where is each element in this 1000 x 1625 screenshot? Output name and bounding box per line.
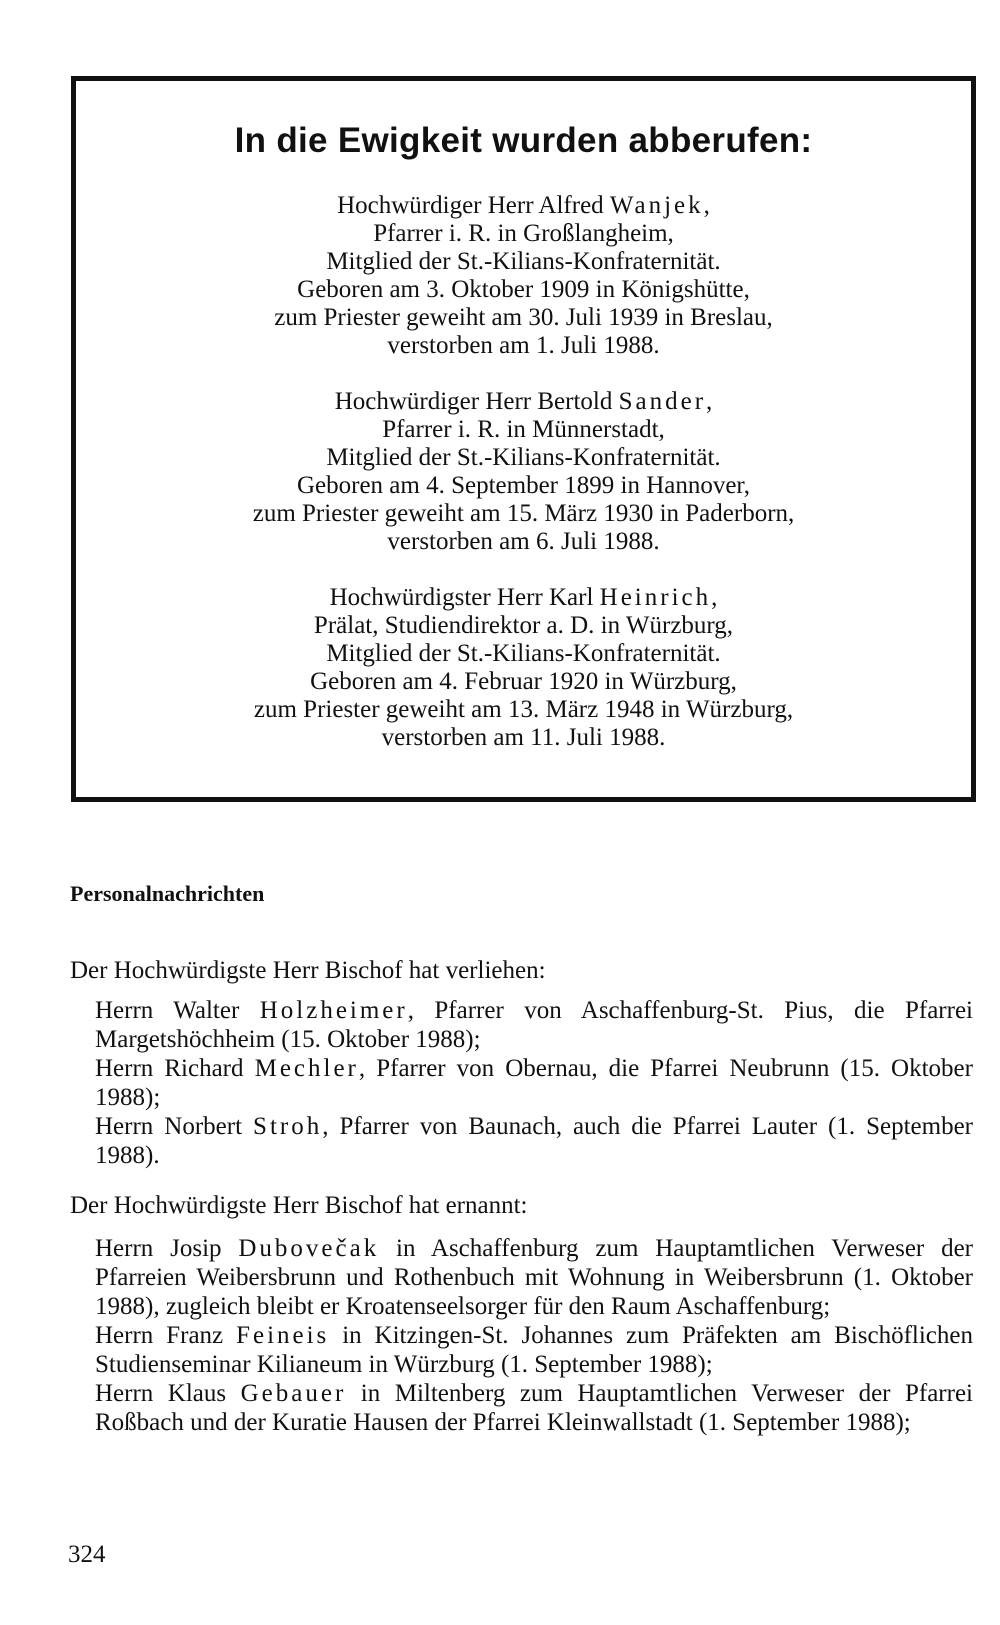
obituary-title-prefix: Hochwürdiger Herr Bertold <box>334 388 613 415</box>
entry-prefix: Herrn Norbert <box>95 1113 243 1140</box>
entry-text: in Miltenberg zum Hauptamtlichen Verweser der Pfarrei Roßbach und der Kuratie Hausen der Pfarrei Kleinwallstadt (1. September 1988); <box>95 1380 974 1436</box>
list-item <box>95 1112 973 1170</box>
obituary-name: Sander <box>618 388 707 415</box>
entry-name: Holzheimer <box>259 997 408 1024</box>
entry-name: Mechler <box>254 1055 359 1082</box>
obituary-line: Mitglied der St.-Kilians-Konfraternität. <box>326 444 721 471</box>
obituary-line: zum Priester geweiht am 15. März 1930 in Paderborn, <box>252 500 795 527</box>
obituary-line: Geboren am 4. September 1899 in Hannover, <box>296 472 751 499</box>
obituary-entry-sander <box>76 388 971 556</box>
obituary-line: verstorben am 11. Juli 1988. <box>381 724 666 751</box>
obituary-line: verstorben am 1. Juli 1988. <box>387 332 660 359</box>
verliehen-list <box>95 996 973 1170</box>
obituary-title-prefix: Hochwürdigster Herr Karl <box>329 584 594 611</box>
entry-name: Dubovečak <box>238 1235 380 1262</box>
entry-prefix: Herrn Klaus <box>95 1380 227 1407</box>
obituary-line: Mitglied der St.-Kilians-Konfraternität. <box>326 640 721 667</box>
obituary-title: In die Ewigkeit wurden abberufen: <box>234 121 813 160</box>
list-item <box>95 1234 973 1321</box>
entry-text: in Aschaffenburg zum Hauptamtlichen Verweser der Pfarreien Weibersbrunn und Rothenbuch mit Wohnung in Weibersbrunn (1. Oktober 1988), zugleich bleibt er Kroatenseelsorger für den Raum Aschaffenburg; <box>95 1235 973 1320</box>
obituary-name: Heinrich <box>599 584 712 611</box>
ernannt-intro: Der Hochwürdigste Herr Bischof hat ernannt: <box>70 1192 528 1219</box>
obituary-line: Pfarrer i. R. in Münnerstadt, <box>382 416 665 443</box>
obituary-line: Mitglied der St.-Kilians-Konfraternität. <box>326 248 721 275</box>
obituary-line: verstorben am 6. Juli 1988. <box>387 528 660 555</box>
list-item <box>95 1379 973 1437</box>
entry-prefix: Herrn Franz <box>95 1322 224 1349</box>
entry-name: Feineis <box>236 1322 330 1349</box>
obituary-line: Geboren am 4. Februar 1920 in Würzburg, <box>310 668 737 695</box>
obituary-line: Geboren am 3. Oktober 1909 in Königshütte, <box>297 276 750 303</box>
entry-prefix: Herrn Josip <box>95 1235 222 1262</box>
entry-text: , Pfarrer von Baunach, auch die Pfarrei Lauter (1. September 1988). <box>95 1113 973 1169</box>
entry-name: Gebauer <box>240 1380 347 1407</box>
obituary-box <box>71 76 976 802</box>
obituary-entry-wanjek <box>76 192 971 360</box>
obituary-entry-heinrich <box>76 584 971 752</box>
entry-prefix: Herrn Walter <box>95 997 240 1024</box>
entry-name: Stroh <box>253 1113 323 1140</box>
ernannt-list <box>95 1234 973 1437</box>
entry-prefix: Herrn Richard <box>95 1055 244 1082</box>
list-item <box>95 1321 973 1379</box>
obituary-line: zum Priester geweiht am 13. März 1948 in Würzburg, <box>253 696 794 723</box>
obituary-entry-heading: Hochwürdiger Herr Bertold Sander, <box>334 388 713 415</box>
obituary-line: Prälat, Studiendirektor a. D. in Würzburg, <box>313 612 734 639</box>
section-heading: Personalnachrichten <box>70 881 265 906</box>
verliehen-intro: Der Hochwürdigste Herr Bischof hat verliehen: <box>70 957 546 984</box>
list-item <box>95 996 973 1054</box>
entry-text: , Pfarrer von Aschaffenburg-St. Pius, die Pfarrei Margetshöchheim (15. Oktober 1988); <box>95 997 974 1053</box>
entry-text: in Kitzingen-St. Johannes zum Präfekten am Bischöflichen Studienseminar Kilianeum in Würzburg (1. September 1988); <box>95 1322 973 1378</box>
obituary-title-prefix: Hochwürdiger Herr Alfred <box>337 192 604 219</box>
entry-text: , Pfarrer von Obernau, die Pfarrei Neubrunn (15. Oktober 1988); <box>95 1055 973 1111</box>
obituary-line: zum Priester geweiht am 30. Juli 1939 in Breslau, <box>274 304 773 331</box>
obituary-entry-heading: Hochwürdiger Herr Alfred Wanjek, <box>337 192 710 219</box>
obituary-entry-heading: Hochwürdigster Herr Karl Heinrich, <box>329 584 718 611</box>
obituary-line: Pfarrer i. R. in Großlangheim, <box>373 220 674 247</box>
obituary-name: Wanjek <box>609 192 704 219</box>
page-number: 324 <box>68 1541 106 1568</box>
list-item <box>95 1054 973 1112</box>
